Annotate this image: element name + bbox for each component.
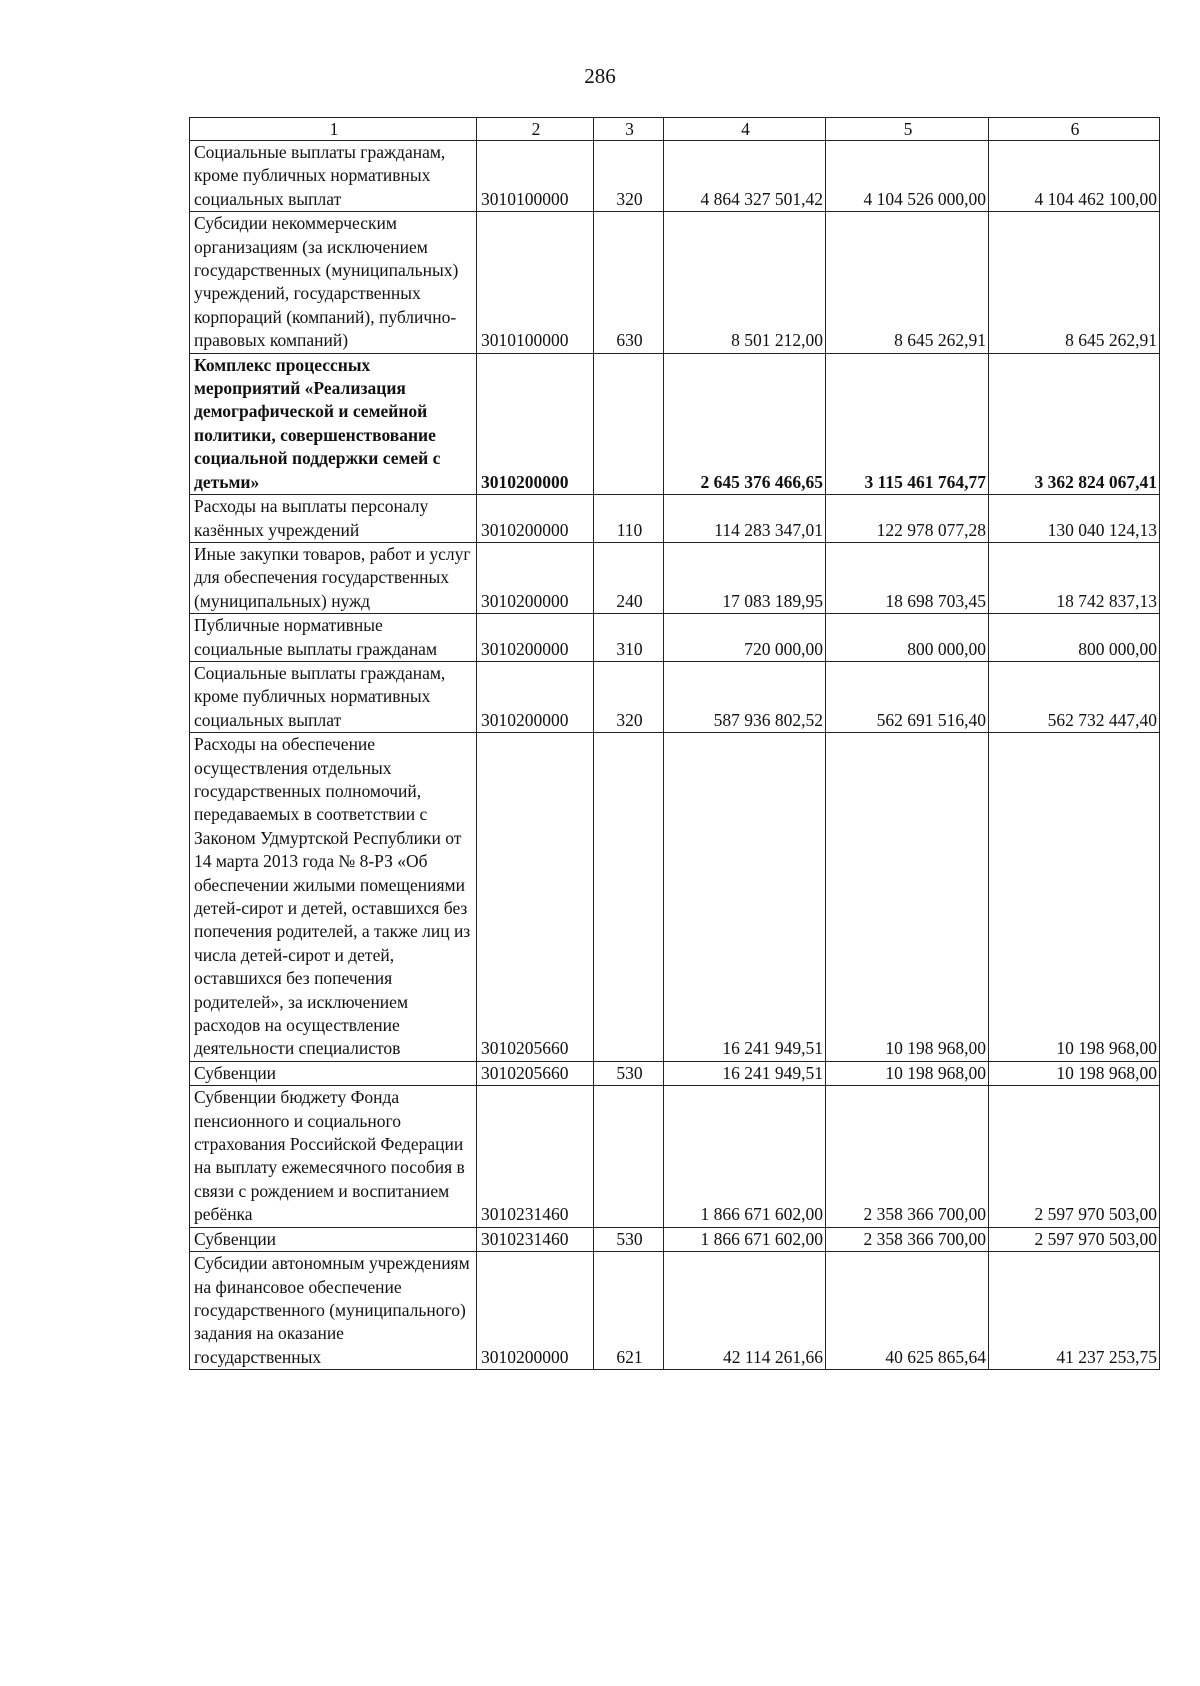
target-code-cell: 3010200000 [477,495,594,543]
amount-col5-cell: 800 000,00 [826,614,989,662]
amount-col6-cell: 18 742 837,13 [989,542,1160,613]
amount-col4-cell: 1 866 671 602,00 [664,1086,826,1227]
amount-col4-cell: 114 283 347,01 [664,495,826,543]
amount-col4-cell: 17 083 189,95 [664,542,826,613]
item-name-cell: Иные закупки товаров, работ и услуг для обеспечения государственных (муниципальных) нужд [190,542,477,613]
amount-col4-cell: 42 114 261,66 [664,1252,826,1370]
amount-col4-cell: 8 501 212,00 [664,212,826,353]
expense-type-cell: 110 [594,495,664,543]
amount-col4-cell: 16 241 949,51 [664,733,826,1062]
column-header: 3 [594,118,664,141]
table-row [190,1252,1160,1370]
table-row [190,495,1160,543]
amount-col5-cell: 2 358 366 700,00 [826,1086,989,1227]
amount-col6-cell: 2 597 970 503,00 [989,1086,1160,1227]
expense-type-cell: 530 [594,1061,664,1085]
item-name-cell: Субсидии некоммерческим организациям (за исключением государственных (муниципальных) учреждений, государственных корпораций (компаний), публично-правовых компаний) [190,212,477,353]
amount-col5-cell: 2 358 366 700,00 [826,1227,989,1251]
table-body [190,141,1160,1370]
amount-col4-cell: 587 936 802,52 [664,661,826,732]
expense-type-cell: 310 [594,614,664,662]
expense-type-cell: 240 [594,542,664,613]
amount-col5-cell: 122 978 077,28 [826,495,989,543]
column-header: 4 [664,118,826,141]
header-row [190,118,1160,141]
table-row [190,1227,1160,1251]
table-row [190,614,1160,662]
target-code-cell: 3010100000 [477,141,594,212]
amount-col6-cell: 2 597 970 503,00 [989,1227,1160,1251]
amount-col4-cell: 720 000,00 [664,614,826,662]
table-row [190,212,1160,353]
item-name-cell: Субсидии автономным учреждениям на финансовое обеспечение государственного (муниципального) задания на оказание государственных [190,1252,477,1370]
expense-type-cell [594,353,664,494]
amount-col5-cell: 40 625 865,64 [826,1252,989,1370]
table-header [190,118,1160,141]
table-row [190,141,1160,212]
target-code-cell: 3010100000 [477,212,594,353]
target-code-cell: 3010200000 [477,614,594,662]
item-name-cell: Субвенции бюджету Фонда пенсионного и социального страхования Российской Федерации на выплату ежемесячного пособия в связи с рождением и воспитанием ребёнка [190,1086,477,1227]
table-row [190,1086,1160,1227]
budget-table [189,117,1160,1370]
amount-col6-cell: 562 732 447,40 [989,661,1160,732]
target-code-cell: 3010200000 [477,542,594,613]
target-code-cell: 3010231460 [477,1086,594,1227]
expense-type-cell: 630 [594,212,664,353]
expense-type-cell: 320 [594,141,664,212]
amount-col6-cell: 10 198 968,00 [989,1061,1160,1085]
amount-col4-cell: 2 645 376 466,65 [664,353,826,494]
amount-col6-cell: 800 000,00 [989,614,1160,662]
target-code-cell: 3010231460 [477,1227,594,1251]
table-row [190,1061,1160,1085]
target-code-cell: 3010200000 [477,1252,594,1370]
item-name-cell: Социальные выплаты гражданам, кроме публичных нормативных социальных выплат [190,141,477,212]
amount-col6-cell: 41 237 253,75 [989,1252,1160,1370]
target-code-cell: 3010205660 [477,733,594,1062]
amount-col6-cell: 130 040 124,13 [989,495,1160,543]
expense-type-cell: 621 [594,1252,664,1370]
table-row [190,661,1160,732]
amount-col5-cell: 3 115 461 764,77 [826,353,989,494]
expense-type-cell: 530 [594,1227,664,1251]
column-header: 1 [190,118,477,141]
item-name-cell: Субвенции [190,1227,477,1251]
expense-type-cell: 320 [594,661,664,732]
amount-col5-cell: 10 198 968,00 [826,1061,989,1085]
amount-col4-cell: 1 866 671 602,00 [664,1227,826,1251]
column-header: 6 [989,118,1160,141]
amount-col5-cell: 10 198 968,00 [826,733,989,1062]
table-row [190,542,1160,613]
table-row [190,353,1160,494]
table-row [190,733,1160,1062]
item-name-cell: Субвенции [190,1061,477,1085]
column-header: 5 [826,118,989,141]
item-name-cell: Расходы на выплаты персоналу казённых учреждений [190,495,477,543]
target-code-cell: 3010200000 [477,661,594,732]
amount-col6-cell: 10 198 968,00 [989,733,1160,1062]
item-name-cell: Расходы на обеспечение осуществления отдельных государственных полномочий, передаваемых в соответствии с Законом Удмуртской Республики от 14 марта 2013 года № 8-РЗ «Об обеспечении жилыми помещениями детей-сирот и детей, оставшихся без попечения родителей, а также лиц из числа детей-сирот и детей, оставшихся без попечения родителей», за исключением расходов на осуществление деятельности специалистов [190,733,477,1062]
expense-type-cell [594,1086,664,1227]
amount-col5-cell: 8 645 262,91 [826,212,989,353]
amount-col5-cell: 18 698 703,45 [826,542,989,613]
amount-col6-cell: 8 645 262,91 [989,212,1160,353]
target-code-cell: 3010200000 [477,353,594,494]
page-number: 286 [584,64,616,88]
item-name-cell: Социальные выплаты гражданам, кроме публичных нормативных социальных выплат [190,661,477,732]
amount-col6-cell: 3 362 824 067,41 [989,353,1160,494]
amount-col5-cell: 562 691 516,40 [826,661,989,732]
item-name-cell: Публичные нормативные социальные выплаты гражданам [190,614,477,662]
amount-col5-cell: 4 104 526 000,00 [826,141,989,212]
amount-col4-cell: 16 241 949,51 [664,1061,826,1085]
expense-type-cell [594,733,664,1062]
amount-col6-cell: 4 104 462 100,00 [989,141,1160,212]
target-code-cell: 3010205660 [477,1061,594,1085]
amount-col4-cell: 4 864 327 501,42 [664,141,826,212]
column-header: 2 [477,118,594,141]
item-name-cell: Комплекс процессных мероприятий «Реализация демографической и семейной политики, совершенствование социальной поддержки семей с детьми» [190,353,477,494]
